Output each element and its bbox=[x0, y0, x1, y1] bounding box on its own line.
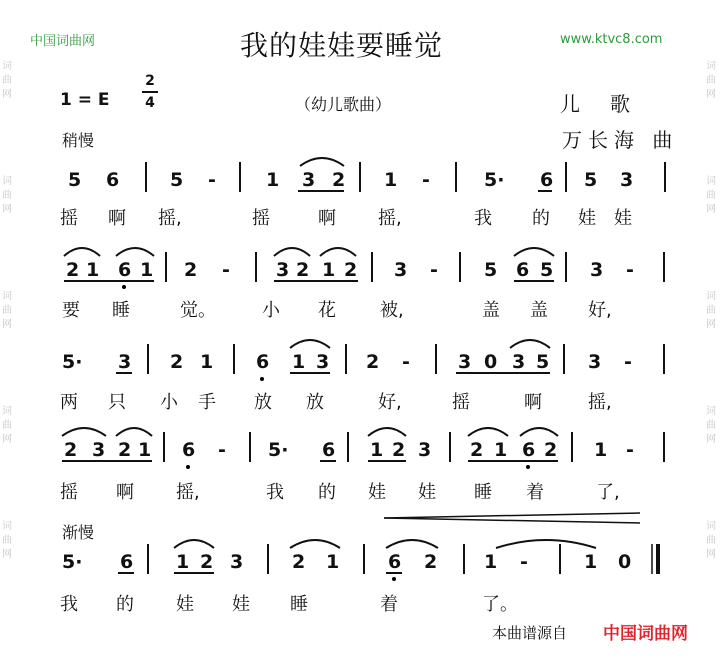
note: 6 bbox=[522, 439, 536, 461]
note: 5· bbox=[62, 351, 83, 373]
lower-octave-dot bbox=[122, 285, 126, 289]
lyric: 睡 bbox=[474, 482, 492, 503]
slur bbox=[386, 540, 438, 548]
lyric: 摇 bbox=[60, 208, 78, 229]
note: 3 bbox=[620, 169, 634, 191]
lyric: 的 bbox=[532, 208, 550, 229]
note: 1 bbox=[266, 169, 280, 191]
note: 2 bbox=[292, 551, 306, 573]
note: 2 bbox=[470, 439, 484, 461]
lower-octave-dot bbox=[260, 377, 264, 381]
lyric: 小 bbox=[160, 392, 178, 413]
lyric: 的 bbox=[116, 594, 134, 615]
note: 5 bbox=[584, 169, 598, 191]
slur bbox=[290, 340, 330, 348]
note: 6 bbox=[516, 259, 530, 281]
song-title: 我的娃娃要睡觉 bbox=[240, 29, 444, 62]
slur bbox=[514, 248, 554, 256]
slur bbox=[174, 540, 214, 548]
slur bbox=[274, 248, 310, 256]
note: 5· bbox=[268, 439, 289, 461]
lyric: 好, bbox=[378, 392, 402, 413]
note: 2 bbox=[66, 259, 80, 281]
lyric: 我 bbox=[266, 482, 284, 503]
note: 2 bbox=[332, 169, 346, 191]
note: 6 bbox=[322, 439, 336, 461]
note: 1 bbox=[370, 439, 384, 461]
note: 2 bbox=[544, 439, 558, 461]
note-dash: - bbox=[222, 259, 230, 281]
note: 1 bbox=[494, 439, 508, 461]
lyric: 手 bbox=[198, 392, 216, 413]
side-watermark-right-5: 词曲网 bbox=[706, 521, 716, 560]
decrescendo-hairpin-bottom bbox=[384, 518, 640, 523]
lyric: 觉。 bbox=[180, 300, 216, 321]
note: 5· bbox=[62, 551, 83, 573]
time-signature-top: 2 bbox=[145, 73, 155, 89]
note: 5· bbox=[484, 169, 505, 191]
side-watermark-left-5: 词曲网 bbox=[2, 521, 12, 560]
lyric: 摇, bbox=[378, 208, 402, 229]
note: 1 bbox=[176, 551, 190, 573]
note: 1 bbox=[584, 551, 598, 573]
lyric: 花 bbox=[318, 300, 336, 321]
lyric: 睡 bbox=[290, 594, 308, 615]
note: 0 bbox=[484, 351, 498, 373]
lyric: 摇, bbox=[158, 208, 182, 229]
note-dash: - bbox=[624, 351, 632, 373]
note: 2 bbox=[170, 351, 184, 373]
time-signature-bottom: 4 bbox=[145, 95, 155, 111]
side-watermark-left-3: 词曲网 bbox=[2, 291, 12, 330]
note: 5 bbox=[536, 351, 550, 373]
side-watermark-left-2: 词曲网 bbox=[2, 176, 12, 215]
note: 3 bbox=[394, 259, 408, 281]
slur bbox=[64, 248, 100, 256]
note: 5 bbox=[170, 169, 184, 191]
note: 2 bbox=[344, 259, 358, 281]
source-credit-site[interactable]: 中国词曲网 bbox=[603, 624, 688, 644]
note: 1 bbox=[292, 351, 306, 373]
note: 3 bbox=[458, 351, 472, 373]
note: 1 bbox=[384, 169, 398, 191]
lyric: 娃 bbox=[418, 482, 436, 503]
source-credit-label: 本曲谱源自 bbox=[492, 624, 568, 642]
lyric: 盖 bbox=[530, 300, 548, 321]
slur bbox=[62, 428, 106, 436]
note: 6 bbox=[120, 551, 134, 573]
note: 2 bbox=[296, 259, 310, 281]
note: 1 bbox=[138, 439, 152, 461]
lyric: 着 bbox=[380, 594, 398, 615]
tempo-change-marking: 渐慢 bbox=[62, 523, 95, 542]
lyric: 啊 bbox=[108, 208, 126, 229]
lyric: 两 bbox=[60, 392, 78, 413]
slur bbox=[520, 428, 558, 436]
note-dash: - bbox=[430, 259, 438, 281]
lyric: 的 bbox=[318, 482, 336, 503]
note: 2 bbox=[184, 259, 198, 281]
note: 1 bbox=[322, 259, 336, 281]
side-watermark-left-4: 词曲网 bbox=[2, 406, 12, 445]
slur bbox=[290, 540, 340, 548]
side-watermark-right-1: 词曲网 bbox=[706, 61, 716, 100]
note: 1 bbox=[484, 551, 498, 573]
note: 3 bbox=[316, 351, 330, 373]
note: 0 bbox=[618, 551, 632, 573]
lyric: 啊 bbox=[318, 208, 336, 229]
note: 3 bbox=[92, 439, 106, 461]
note: 3 bbox=[418, 439, 432, 461]
note-dash: - bbox=[626, 259, 634, 281]
note: 6 bbox=[388, 551, 402, 573]
note: 3 bbox=[230, 551, 244, 573]
watermark-site: 中国词曲网 bbox=[30, 34, 96, 49]
note: 5 bbox=[68, 169, 82, 191]
song-subtitle: （幼儿歌曲） bbox=[295, 95, 392, 114]
slur bbox=[496, 540, 596, 548]
note-dash: - bbox=[422, 169, 430, 191]
tempo-marking: 稍慢 bbox=[62, 131, 95, 150]
slur bbox=[116, 428, 152, 436]
lyric: 娃 bbox=[232, 594, 250, 615]
note: 3 bbox=[276, 259, 290, 281]
lyric: 摇 bbox=[452, 392, 470, 413]
lyric: 摇 bbox=[60, 482, 78, 503]
lyric: 只 bbox=[108, 392, 126, 413]
slur bbox=[510, 340, 550, 348]
note: 1 bbox=[86, 259, 100, 281]
note: 3 bbox=[512, 351, 526, 373]
note: 6 bbox=[118, 259, 132, 281]
lyric: 娃 bbox=[614, 208, 632, 229]
lower-octave-dot bbox=[526, 465, 530, 469]
lyric: 摇, bbox=[588, 392, 612, 413]
lyric: 我 bbox=[474, 208, 492, 229]
note: 3 bbox=[302, 169, 316, 191]
lyric: 着 bbox=[526, 482, 544, 503]
note: 2 bbox=[64, 439, 78, 461]
note: 2 bbox=[424, 551, 438, 573]
side-watermark-right-2: 词曲网 bbox=[706, 176, 716, 215]
lyric: 小 bbox=[262, 300, 280, 321]
note-dash: - bbox=[402, 351, 410, 373]
side-watermark-right-3: 词曲网 bbox=[706, 291, 716, 330]
lyric: 盖 bbox=[482, 300, 500, 321]
note: 2 bbox=[118, 439, 132, 461]
note: 2 bbox=[200, 551, 214, 573]
decrescendo-hairpin-top bbox=[384, 513, 640, 518]
note-dash: - bbox=[520, 551, 528, 573]
note: 5 bbox=[540, 259, 554, 281]
note: 1 bbox=[594, 439, 608, 461]
note: 1 bbox=[326, 551, 340, 573]
lower-octave-dot bbox=[392, 577, 396, 581]
lyric: 睡 bbox=[112, 300, 130, 321]
lyric: 了, bbox=[596, 482, 620, 503]
lyric: 要 bbox=[62, 300, 80, 321]
note: 6 bbox=[256, 351, 270, 373]
lyric: 摇 bbox=[252, 208, 270, 229]
lyric: 娃 bbox=[578, 208, 596, 229]
note-dash: - bbox=[626, 439, 634, 461]
slur bbox=[116, 248, 154, 256]
side-watermark-left-1: 词曲网 bbox=[2, 61, 12, 100]
lyric: 啊 bbox=[524, 392, 542, 413]
note: 5 bbox=[484, 259, 498, 281]
note: 3 bbox=[588, 351, 602, 373]
note: 3 bbox=[118, 351, 132, 373]
note-dash: - bbox=[218, 439, 226, 461]
note-dash: - bbox=[208, 169, 216, 191]
slur bbox=[300, 158, 344, 166]
side-watermark-right-4: 词曲网 bbox=[706, 406, 716, 445]
note: 2 bbox=[392, 439, 406, 461]
lyric: 被, bbox=[380, 300, 404, 321]
key-signature: 1 = E bbox=[60, 90, 110, 110]
slur bbox=[468, 428, 508, 436]
slur bbox=[320, 248, 356, 256]
note: 6 bbox=[106, 169, 120, 191]
watermark-url[interactable]: www.ktvc8.com bbox=[560, 32, 663, 47]
note: 6 bbox=[182, 439, 196, 461]
lyric: 放 bbox=[306, 392, 324, 413]
lyric: 好, bbox=[588, 300, 612, 321]
lyric: 放 bbox=[254, 392, 272, 413]
note: 3 bbox=[590, 259, 604, 281]
lyric: 摇, bbox=[176, 482, 200, 503]
note: 6 bbox=[540, 169, 554, 191]
note: 1 bbox=[140, 259, 154, 281]
lyric: 啊 bbox=[116, 482, 134, 503]
lyric: 我 bbox=[60, 594, 78, 615]
note: 2 bbox=[366, 351, 380, 373]
lower-octave-dot bbox=[186, 465, 190, 469]
note: 1 bbox=[200, 351, 214, 373]
lyric: 了。 bbox=[482, 594, 518, 615]
lyricist-credit: 儿歌 bbox=[560, 92, 660, 116]
slur bbox=[368, 428, 406, 436]
lyric: 娃 bbox=[176, 594, 194, 615]
composer-credit: 万长海 曲 bbox=[562, 128, 679, 152]
lyric: 娃 bbox=[368, 482, 386, 503]
